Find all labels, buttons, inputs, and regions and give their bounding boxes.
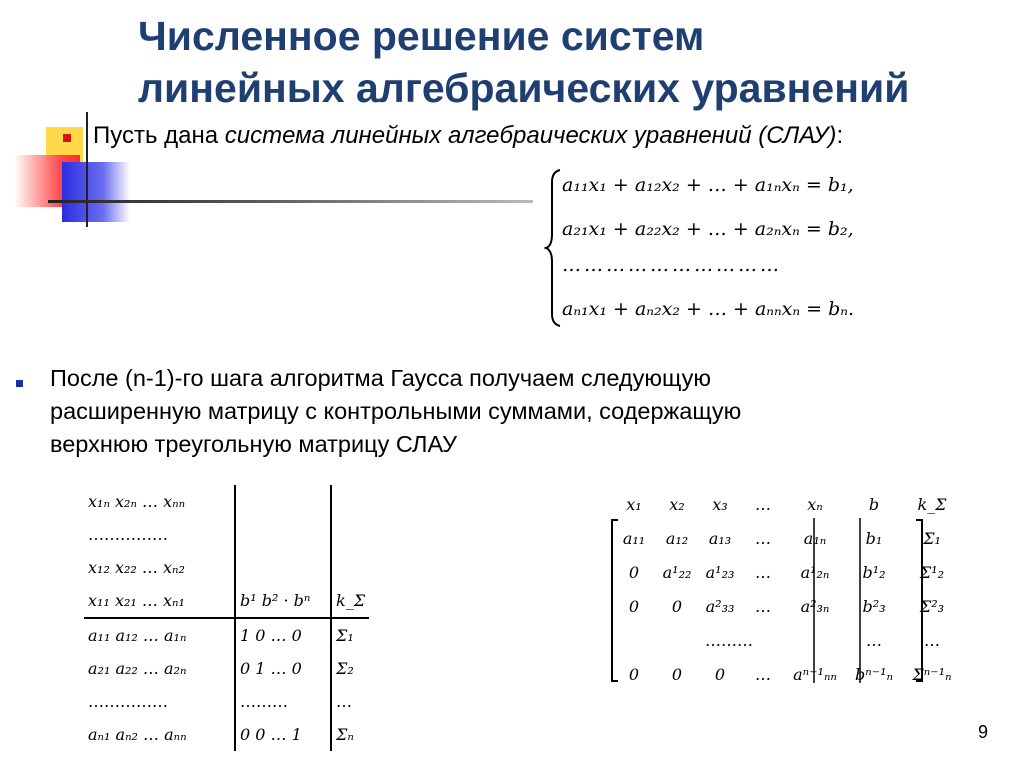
matrix-cell: b²₃ <box>862 596 886 616</box>
bullet-text-1-italic: система линейных алгебраических уравнений (СЛАУ) <box>224 122 837 149</box>
matrix-cell: b¹ b² · bⁿ <box>235 584 331 618</box>
equation-system <box>544 168 939 328</box>
matrix-header-cell: x₂ <box>669 494 685 514</box>
table-row <box>84 618 369 652</box>
equation-1: a₁₁x₁ + a₁₂x₂ + … + a₁ₙxₙ = b₁, <box>562 174 854 196</box>
matrix-cell: x₁₂ x₂₂ … xₙ₂ <box>88 558 185 577</box>
logo-blue-square <box>62 162 130 222</box>
matrix-cell: Σⁿ⁻¹ₙ <box>912 664 952 684</box>
matrix-cell <box>235 518 331 551</box>
table-row <box>612 623 962 657</box>
matrix-cell <box>235 485 331 518</box>
matrix-cell: … <box>755 562 771 582</box>
matrix-cell: a₁₂ <box>665 528 689 548</box>
matrix-cell: ……… <box>235 685 331 718</box>
bullet-text-1 <box>93 117 843 155</box>
matrix-cell: a₂₁ a₂₂ … a₂ₙ <box>88 659 187 678</box>
matrix-header-cell: k_Σ <box>917 494 947 514</box>
matrix-cell: … <box>866 630 882 650</box>
matrix-cell <box>331 518 369 551</box>
bullet-text-2-line-2: расширенную матрицу с контрольными суммами, содержащую <box>50 398 742 424</box>
matrix-cell: aⁿ⁻¹ₙₙ <box>793 664 837 684</box>
matrix-cell: Σ₁ <box>923 528 941 548</box>
page-number: 9 <box>978 722 989 742</box>
table-row <box>612 521 962 555</box>
matrix-cell: … <box>755 596 771 616</box>
bullet-text-2-line-3: верхнюю треугольную матрицу СЛАУ <box>50 431 458 457</box>
equation-2: a₂₁x₁ + a₂₂x₂ + … + a₂ₙxₙ = b₂, <box>562 218 854 240</box>
equation-n: aₙ₁x₁ + aₙ₂x₂ + … + aₙₙxₙ = bₙ. <box>562 298 854 320</box>
matrix-cell: a¹₂₂ <box>662 562 692 582</box>
matrix-cell: a²₃₃ <box>705 596 735 616</box>
matrix-cell: bⁿ⁻¹ₙ <box>854 664 894 684</box>
matrix-cell: Σ₂ <box>331 652 369 685</box>
matrix-cell: …………… <box>88 692 168 711</box>
bullet-text-1-prefix: Пусть дана <box>93 122 225 149</box>
logo-vertical-line <box>86 112 88 227</box>
table-row <box>84 718 369 751</box>
matrix-cell: … <box>755 664 771 684</box>
matrix-cell: 0 <box>628 664 640 684</box>
matrix-cell: … <box>331 685 369 718</box>
bullet-icon <box>63 134 71 142</box>
matrix-cell: Σ²₃ <box>919 596 945 616</box>
bullet-text-2-line-1: После (n-1)-го шага алгоритма Гаусса получаем следующую <box>50 365 711 391</box>
table-row <box>84 652 369 685</box>
matrix-cell: 0 0 … 1 <box>235 718 331 751</box>
matrix-cell: …………… <box>88 525 168 544</box>
matrix-cell: aₙ₁ aₙ₂ … aₙₙ <box>88 725 187 744</box>
matrix-cell: … <box>755 528 771 548</box>
matrix-cell: b¹₂ <box>862 562 886 582</box>
matrix-header-cell: … <box>755 494 771 514</box>
matrix-cell: a²₃ₙ <box>800 596 830 616</box>
matrix-cell <box>331 551 369 584</box>
matrix-cell: 1 0 … 0 <box>235 618 331 652</box>
matrix-header-cell: x₃ <box>712 494 728 514</box>
matrix-cell: x₁ₙ x₂ₙ … xₙₙ <box>88 492 186 511</box>
matrix-cell: a₁ₙ <box>803 528 827 548</box>
table-row <box>612 589 962 623</box>
matrix-header-cell: xₙ <box>807 494 823 514</box>
table-row <box>612 555 962 589</box>
matrix-cell: 0 1 … 0 <box>235 652 331 685</box>
matrix-cell: 0 <box>671 596 683 616</box>
bullet-text-1-suffix: : <box>836 122 844 149</box>
table-row <box>84 485 369 518</box>
logo-horizontal-line <box>48 200 533 203</box>
matrix-cell: 0 <box>628 596 640 616</box>
matrix-cell: 0 <box>714 664 726 684</box>
right-matrix-table <box>612 487 962 691</box>
matrix-cell: a¹₂ₙ <box>800 562 830 582</box>
matrix-cell: a₁₁ a₁₂ … a₁ₙ <box>84 618 235 652</box>
matrix-cell: a₁₁ <box>622 528 646 548</box>
matrix-cell <box>331 485 369 518</box>
matrix-header-cell: b <box>868 494 880 514</box>
table-row <box>84 551 369 584</box>
table-row <box>84 584 369 618</box>
matrix-cell: ……… <box>705 630 753 650</box>
slide-title-line-1: Численное решение систем <box>138 13 705 59</box>
matrix-cell <box>235 551 331 584</box>
matrix-cell: 0 <box>671 664 683 684</box>
table-row <box>84 518 369 551</box>
matrix-cell: a¹₂₃ <box>705 562 735 582</box>
matrix-cell: 0 <box>628 562 640 582</box>
table-row <box>84 685 369 718</box>
matrix-cell: a₁₃ <box>708 528 732 548</box>
matrix-cell: … <box>924 630 940 650</box>
matrix-cell: Σ₁ <box>331 618 369 652</box>
matrix-header-cell: x₁ <box>626 494 642 514</box>
table-row <box>612 657 962 691</box>
bullet-text-2 <box>50 362 741 461</box>
matrix-cell: Σ¹₂ <box>919 562 945 582</box>
slide-title <box>138 10 1008 114</box>
matrix-cell: k_Σ <box>331 584 369 618</box>
bullet-icon <box>16 380 23 387</box>
matrix-cell: Σₙ <box>331 718 369 751</box>
left-matrix-table <box>84 485 369 751</box>
slide-title-line-2: линейных алгебраических уравнений <box>138 65 910 111</box>
matrix-cell: x₁₁ x₂₁ … xₙ₁ <box>88 591 185 610</box>
brace-icon <box>544 168 564 328</box>
matrix-cell: b₁ <box>865 528 883 548</box>
equation-ellipsis: ………………………… <box>562 254 782 276</box>
